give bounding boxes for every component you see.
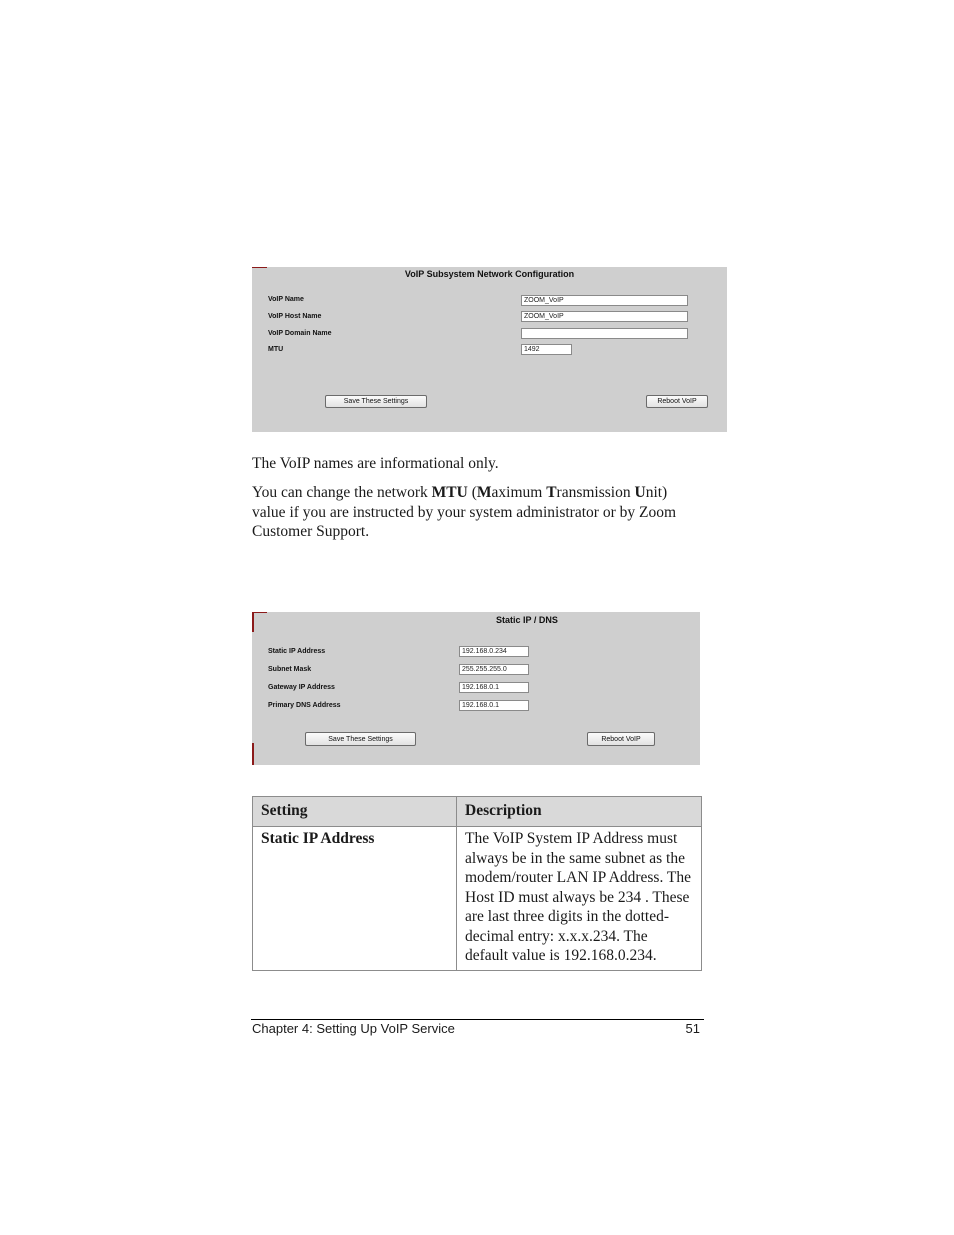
voip-host-name-label: VoIP Host Name bbox=[268, 313, 322, 320]
static-ip-panel: Static IP / DNS Static IP Address 192.168.0.234 Subnet Mask 255.255.255.0 Gateway IP Address 192.168.0.1 Primary DNS Address 192.168.0.1 Save These Settings Reboot VoIP bbox=[252, 612, 700, 765]
mtu-field[interactable] bbox=[521, 344, 572, 355]
voip-config-panel bbox=[252, 267, 727, 432]
primary-dns-field[interactable] bbox=[459, 700, 529, 711]
left-edge-mark bbox=[252, 612, 254, 632]
page-number: 51 bbox=[685, 1021, 700, 1036]
footer-rule bbox=[251, 1019, 704, 1020]
mtu-text-rest: nit) value if you are instructed by your system administrator or by Zoom Customer Support. bbox=[252, 484, 677, 540]
setting-cell: Static IP Address bbox=[253, 827, 457, 971]
left-edge-mark-bottom bbox=[252, 743, 254, 765]
voip-domain-name-label: VoIP Domain Name bbox=[268, 330, 332, 337]
primary-dns-label: Primary DNS Address bbox=[268, 702, 341, 709]
reboot-voip-button[interactable]: Reboot VoIP bbox=[646, 395, 708, 408]
voip-host-name-field[interactable] bbox=[521, 311, 688, 322]
mtu-label: MTU bbox=[268, 346, 284, 353]
column-header-description: Description bbox=[457, 797, 702, 827]
subnet-mask-label: Subnet Mask bbox=[268, 666, 312, 673]
voip-name-field[interactable] bbox=[521, 295, 688, 306]
reboot-voip-button[interactable]: Reboot VoIP bbox=[587, 732, 655, 746]
mtu-text-aximum: aximum bbox=[491, 484, 547, 501]
voip-name-label: VoIP Name bbox=[268, 296, 304, 303]
corner-mark bbox=[252, 267, 267, 268]
table-row bbox=[253, 827, 702, 971]
gateway-ip-label: Gateway IP Address bbox=[268, 684, 335, 691]
mtu-text-open: ( bbox=[467, 484, 477, 501]
save-settings-button[interactable]: Save These Settings bbox=[325, 395, 427, 408]
save-settings-button[interactable]: Save These Settings bbox=[305, 732, 416, 746]
chapter-title: Chapter 4: Setting Up VoIP Service bbox=[252, 1021, 455, 1036]
description-cell: The VoIP System IP Address must always be in the same subnet as the modem/router LAN IP Address. The Host ID must always be 234 . These are last three digits in the dotted-decimal entry: x.x.x.234. The default value is 192.168.0.234. bbox=[457, 827, 702, 971]
subnet-mask-field[interactable] bbox=[459, 664, 529, 675]
mtu-letter-u: U bbox=[634, 484, 646, 501]
mtu-letter-m: M bbox=[476, 484, 492, 501]
mtu-text-pre: You can change the network bbox=[252, 484, 432, 501]
gateway-ip-field[interactable] bbox=[459, 682, 529, 693]
table-header-row bbox=[253, 797, 702, 827]
settings-table bbox=[252, 796, 702, 971]
mtu-letter-t: T bbox=[546, 484, 557, 501]
column-header-setting: Setting bbox=[253, 797, 457, 827]
paragraph-mtu bbox=[252, 483, 704, 542]
static-ip-label: Static IP Address bbox=[268, 648, 326, 655]
mtu-abbrev: MTU bbox=[431, 484, 468, 501]
voip-domain-name-field[interactable] bbox=[521, 328, 688, 339]
mtu-text-ransmission: ransmission bbox=[556, 484, 635, 501]
voip-config-title: VoIP Subsystem Network Configuration bbox=[404, 269, 575, 279]
static-ip-field[interactable] bbox=[459, 646, 529, 657]
paragraph-voip-names: The VoIP names are informational only. bbox=[252, 455, 499, 472]
corner-mark-top bbox=[252, 612, 267, 613]
